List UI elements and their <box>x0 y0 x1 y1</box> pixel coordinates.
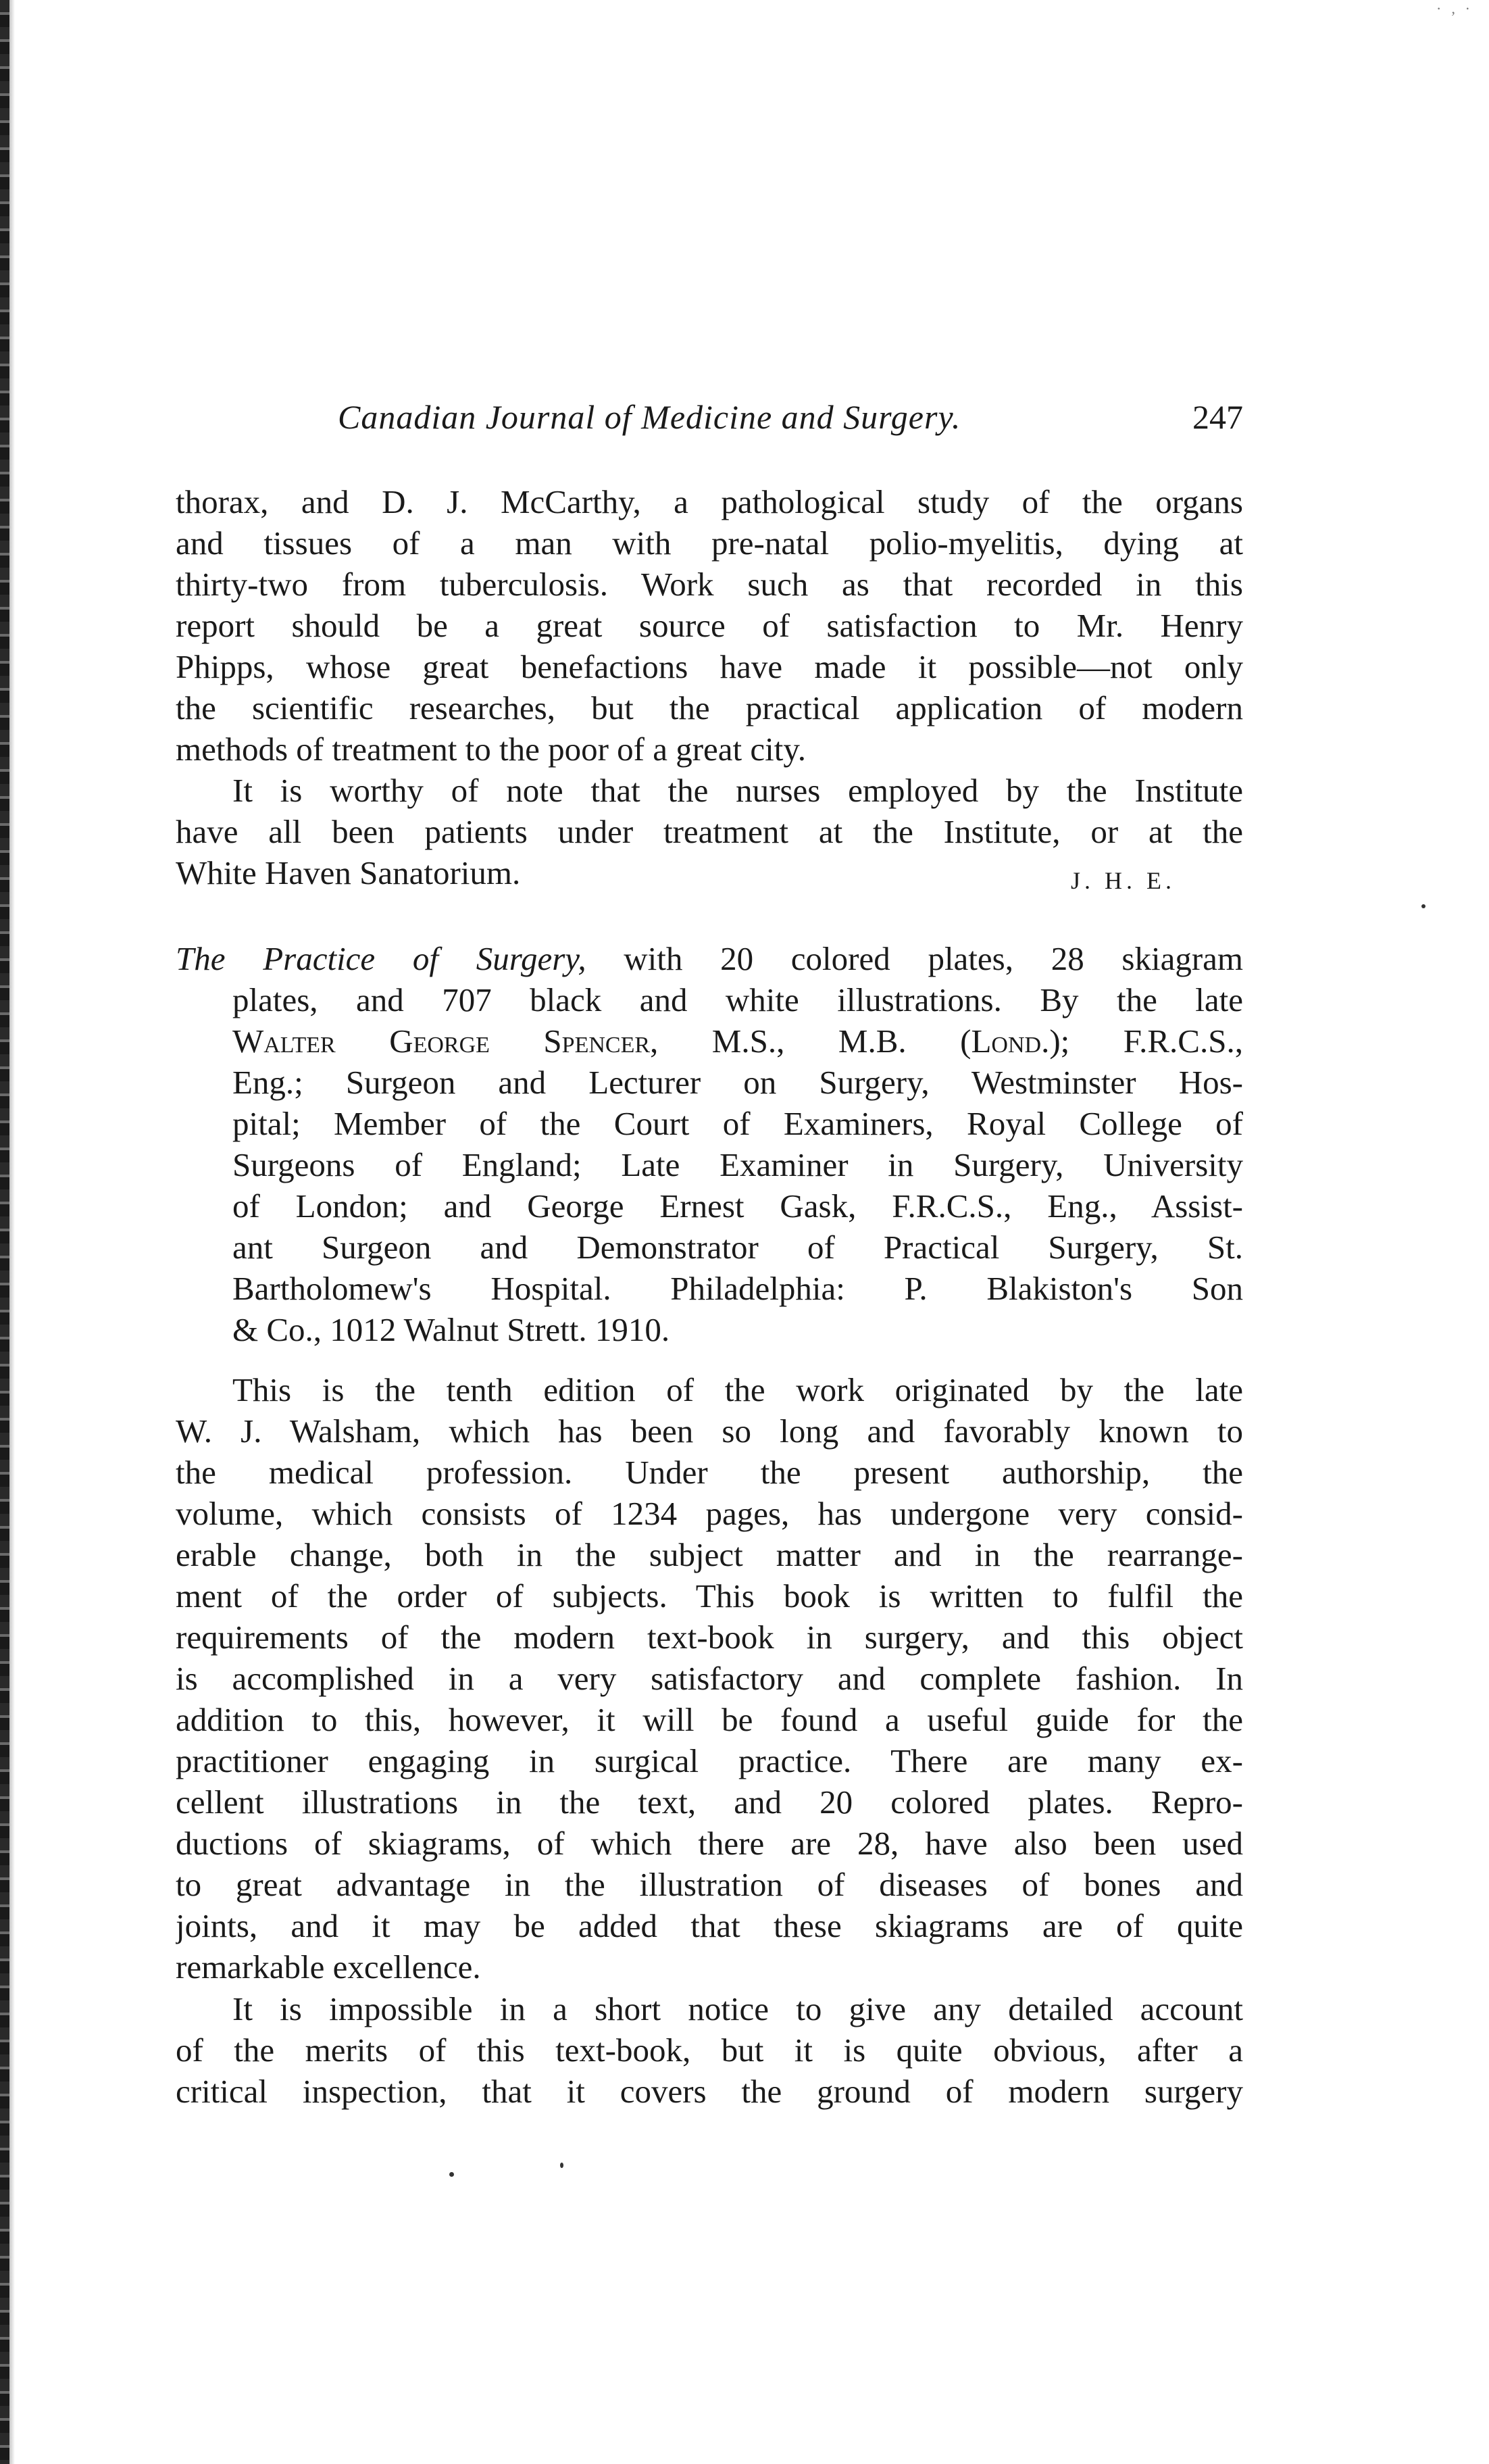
text-line: ductions of skiagrams, of which there are 28, have also been used <box>176 1825 1243 1862</box>
text-line: methods of treatment to the poor of a great city. <box>176 731 806 768</box>
text-line: cellent illustrations in the text, and 20 colored plates. Repro- <box>176 1783 1243 1821</box>
page-binding-shadow <box>9 0 15 2464</box>
text-line: This is the tenth edition of the work originated by the late <box>232 1371 1243 1408</box>
text-line: to great advantage in the illustration of diseases of bones and <box>176 1866 1243 1903</box>
text-line: critical inspection, that it covers the ground of modern surgery <box>176 2073 1243 2110</box>
running-title: Canadian Journal of Medicine and Surgery. <box>338 398 961 436</box>
book-title: The Practice of Surgery, <box>176 940 586 977</box>
text-line: report should be a great source of satisfaction to Mr. Henry <box>176 607 1243 644</box>
reference-line: Bartholomew's Hospital. Philadelphia: P. Blakiston's Son <box>232 1270 1243 1307</box>
reference-line: Surgeons of England; Late Examiner in Surgery, University <box>232 1146 1243 1183</box>
text-line: remarkable excellence. <box>176 1948 481 1986</box>
page-binding-edge <box>0 0 9 2464</box>
print-speck <box>560 2163 563 2168</box>
reference-line: pital; Member of the Court of Examiners, Royal College of <box>232 1105 1243 1142</box>
text-line: of the merits of this text-book, but it is quite obvious, after a <box>176 2031 1243 2069</box>
reference-line: Walter George Spencer, M.S., M.B. (Lond.); F.R.C.S., <box>232 1022 1243 1060</box>
text-line: It is impossible in a short notice to give any detailed account <box>232 1990 1243 2027</box>
text-line: is accomplished in a very satisfactory and complete fashion. In <box>176 1660 1243 1697</box>
reference-line: of London; and George Ernest Gask, F.R.C.S., Eng., Assist- <box>232 1187 1243 1225</box>
author-signature: J. H. E. <box>1071 867 1176 894</box>
continuation-paragraph <box>176 481 1243 770</box>
text-line: and tissues of a man with pre-natal polio-myelitis, dying at <box>176 524 1243 562</box>
text-line: thorax, and D. J. McCarthy, a pathological study of the organs <box>176 483 1243 520</box>
reference-line: ant Surgeon and Demonstrator of Practical Surgery, St. <box>232 1229 1243 1266</box>
text-line: the medical profession. Under the present authorship, the <box>176 1454 1243 1491</box>
print-speck <box>1421 904 1425 908</box>
review-paragraph-2 <box>176 1988 1243 2112</box>
text-line: ment of the order of subjects. This book is written to fulfil the <box>176 1577 1243 1615</box>
text-line: erable change, both in the subject matter and in the rearrange- <box>176 1536 1243 1573</box>
text-line: Phipps, whose great benefactions have made it possible—not only <box>176 648 1243 685</box>
reference-first-line <box>176 938 1243 979</box>
text-line: requirements of the modern text-book in surgery, and this object <box>176 1619 1243 1656</box>
text-line: have all been patients under treatment at the Institute, or at the <box>176 813 1243 850</box>
text-line: practitioner engaging in surgical practice. There are many ex- <box>176 1742 1243 1779</box>
book-reference <box>176 938 1243 1350</box>
text-line: White Haven Sanatorium. <box>176 854 521 891</box>
text-line: W. J. Walsham, which has been so long and favorably known to <box>176 1412 1243 1450</box>
page-header <box>338 397 1243 451</box>
print-speck <box>449 2172 454 2177</box>
text-line: joints, and it may be added that these skiagrams are of quite <box>176 1907 1243 1944</box>
reference-line: & Co., 1012 Walnut Strett. 1910. <box>232 1311 670 1348</box>
reference-line: plates, and 707 black and white illustrations. By the late <box>232 981 1243 1018</box>
text-line: thirty-two from tuberculosis. Work such as that recorded in this <box>176 566 1243 603</box>
review-paragraph-1 <box>176 1369 1243 1988</box>
text-line: addition to this, however, it will be found a useful guide for the <box>176 1701 1243 1738</box>
corner-scan-mark: ·‚· <box>1436 0 1480 17</box>
reference-line: Eng.; Surgeon and Lecturer on Surgery, Westminster Hos- <box>232 1064 1243 1101</box>
text-line: It is worthy of note that the nurses employed by the Institute <box>232 772 1243 809</box>
page-number: 247 <box>1192 398 1243 436</box>
text-line: the scientific researches, but the practical application of modern <box>176 689 1243 726</box>
text-line: volume, which consists of 1234 pages, has undergone very consid- <box>176 1495 1243 1532</box>
reference-line-rest: with 20 colored plates, 28 skiagram <box>586 940 1243 977</box>
